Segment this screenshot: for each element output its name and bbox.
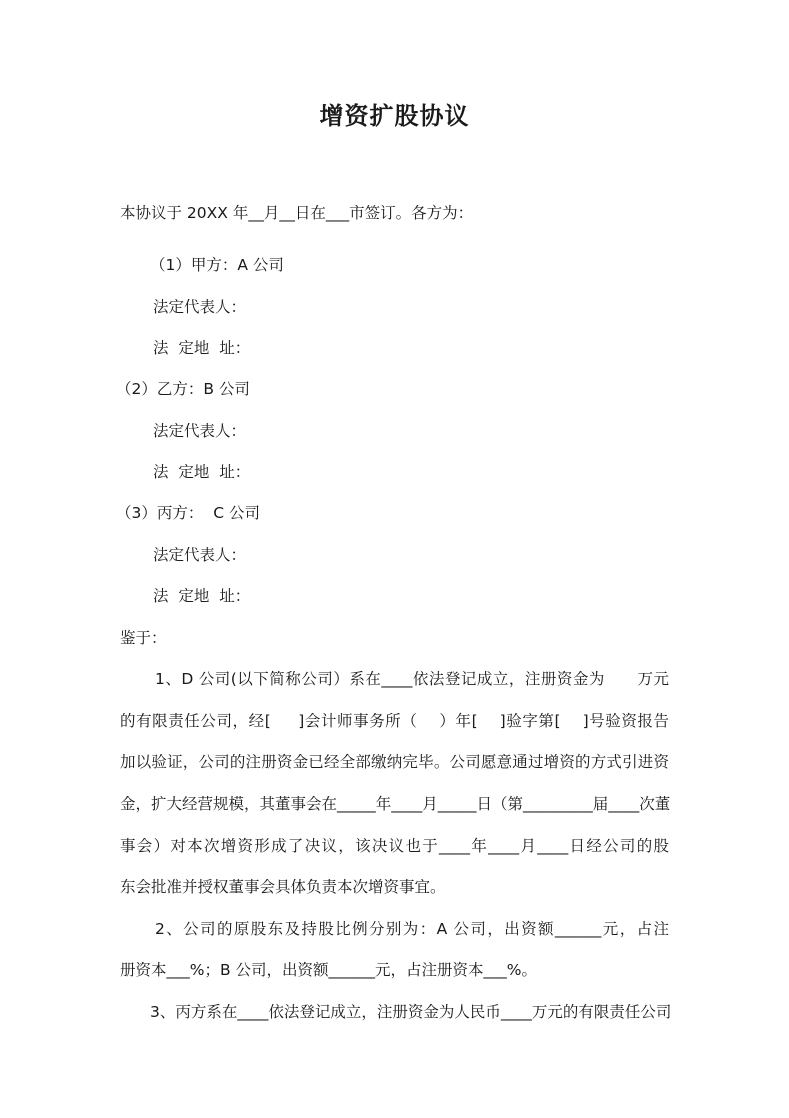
clause-1-line: 事会）对本次增资形成了决议，该决议也于____年____月____日经公司的股 — [120, 837, 669, 855]
party-b-representative: 法定代表人： — [153, 422, 247, 440]
party-c-address: 法 定地 址： — [153, 587, 251, 605]
intro-line: 本协议于 20XX 年__月__日在___市签订。各方为： — [120, 204, 474, 222]
clause-1-line: 的有限责任公司，经[ ]会计师事务所（ ）年[ ]验字第[ ]号验资报告 — [120, 712, 669, 730]
party-c-heading: （3）丙方： C 公司 — [116, 504, 260, 522]
whereas-heading: 鉴于： — [120, 629, 167, 647]
party-c-representative: 法定代表人： — [153, 546, 247, 564]
party-a-address: 法 定地 址： — [153, 339, 251, 357]
clause-1-line: 1、D 公司(以下简称公司）系在____依法登记成立，注册资金为 万元 — [155, 670, 669, 688]
clause-1-line: 金，扩大经营规模，其董事会在_____年____月_____日（第_________届____次董 — [120, 795, 671, 813]
document-title: 增资扩股协议 — [319, 101, 470, 130]
clause-1-line: 东会批准并授权董事会具体负责本次增资事宜。 — [120, 878, 446, 896]
party-a-heading: （1）甲方：A 公司 — [150, 256, 284, 274]
party-b-address: 法 定地 址： — [153, 463, 251, 481]
party-a-representative: 法定代表人： — [153, 298, 247, 316]
clause-2-line: 2、公司的原股东及持股比例分别为：A 公司，出资额______元，占注 — [155, 920, 669, 938]
party-b-heading: （2）乙方：B 公司 — [116, 380, 250, 398]
clause-1-line: 加以验证，公司的注册资金已经全部缴纳完毕。公司愿意通过增资的方式引进资 — [120, 753, 669, 771]
clause-3-line: 3、丙方系在____依法登记成立，注册资金为人民币____万元的有限责任公司 — [150, 1003, 672, 1021]
clause-2-line: 册资本___%；B 公司，出资额______元，占注册资本___%。 — [120, 961, 538, 979]
